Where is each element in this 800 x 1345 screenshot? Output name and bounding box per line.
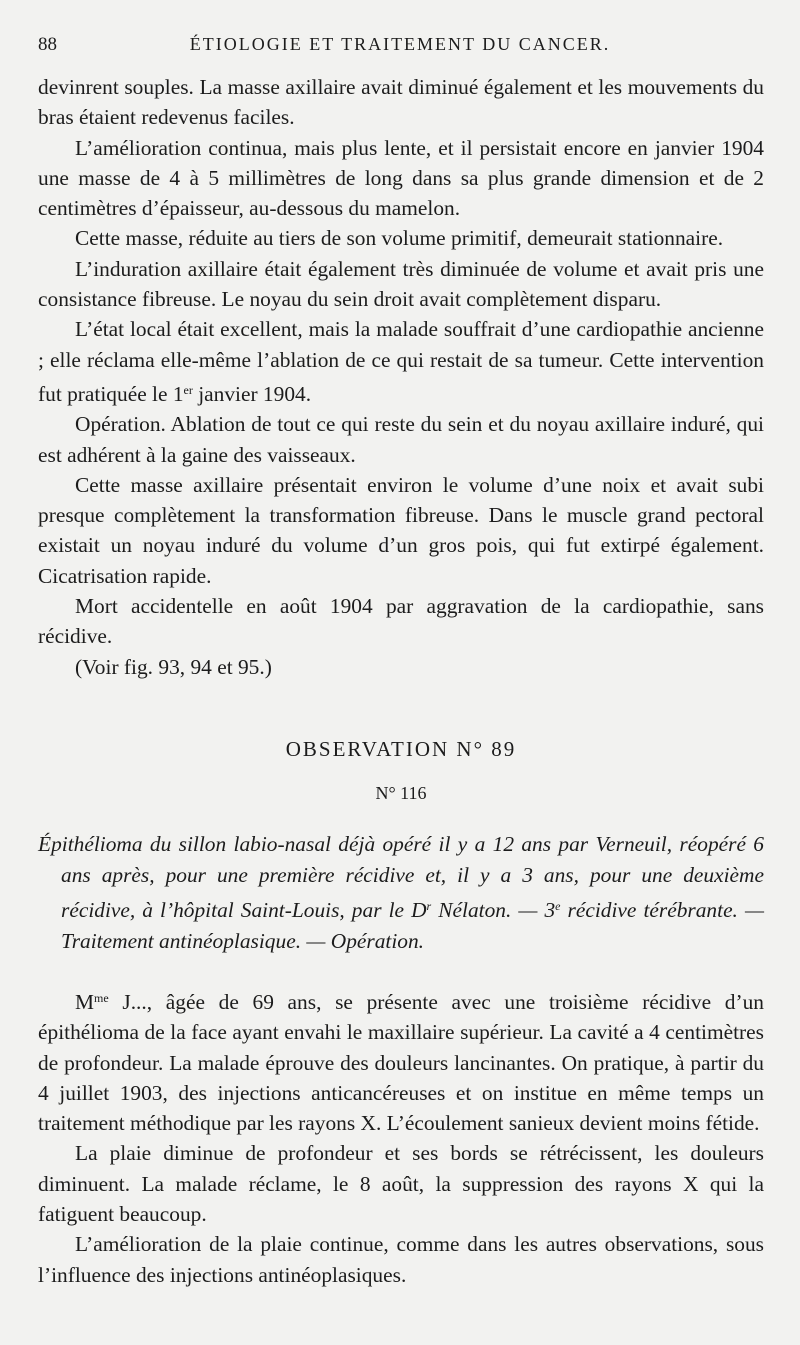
paragraph: (Voir fig. 93, 94 et 95.) [75, 654, 272, 679]
paragraph-text: Cette intervention fut pratiquée le 1 [38, 347, 764, 406]
abstract-text: Épithélioma du sillon labio-nasal déjà opéré il y a 12 ans par Verneuil, réopéré 6 ans après, pour une première récidive et, il y a 3 ans, pour une deuxième récidive, à l’hôpital Saint-Louis, par le D [38, 831, 764, 922]
paragraph [38, 314, 764, 409]
observation-number: N° 116 [375, 782, 427, 803]
observation-abstract [38, 829, 764, 957]
paragraph: Cette masse axillaire présentait environ le volume d’une noix et avait subi presque complètement la transformation fibreuse. Dans le muscle grand pectoral existait un noyau induré du volume d’un gros pois, qui fut extirpé également. Cicatrisation rapide. [38, 472, 764, 588]
abstract-text: récidive térébrante. — Traitement antinéoplasique. — Opération. [61, 897, 764, 953]
paragraph: Cette masse, réduite au tiers de son volume primitif, demeurait stationnaire. [75, 226, 724, 251]
paragraph-text: J..., âgée de 69 ans, se présente avec une troisième récidive d’un épithélioma de la face ayant envahi le maxillaire supérieur. La cavité a 4 centimètres de profondeur. La malade éprouve des douleurs lancinantes. On pratique, à partir du 4 juillet 1903, des injections anticancéreuses et on institue en même temps un traitement méthodique par les rayons X. L’écoulement sanieux devient moins fétide. [38, 989, 764, 1136]
superscript: me [94, 990, 109, 1005]
paragraph: Mort accidentelle en août 1904 par aggravation de la cardiopathie, sans récidive. [38, 594, 764, 649]
paragraph: Opération. Ablation de tout ce qui reste du sein et du noyau axillaire induré, qui est adhérent à la gaine des vaisseaux. [38, 412, 764, 467]
paragraph: devinrent souples. La masse axillaire avait diminué également et les mouvements du bras étaient redevenus faciles. [38, 75, 764, 130]
honorific: M [75, 989, 95, 1014]
paragraph [38, 983, 764, 1138]
superscript: r [426, 898, 432, 913]
paragraph: L’induration axillaire était également très diminuée de volume et avait pris une consistance fibreuse. Le noyau du sein droit avait complètement disparu. [38, 256, 764, 312]
superscript: e [555, 898, 561, 913]
page-header [38, 30, 762, 60]
paragraph: L’amélioration continua, mais plus lente, et il persistait encore en janvier 1904 une masse de 4 à 5 millimètres de long dans sa plus grande dimension et de 2 centimètres d’épaisseur, au-dessous du mamelon. [38, 135, 764, 221]
running-title: ÉTIOLOGIE ET TRAITEMENT DU CANCER. [189, 34, 611, 54]
superscript: er [183, 382, 193, 397]
paragraph: L’amélioration de la plaie continue, comme dans les autres observations, sous l’influence des injections antinéoplasiques. [38, 1232, 764, 1287]
abstract-text: Nélaton. — 3 [431, 897, 556, 922]
paragraph: La plaie diminue de profondeur et ses bords se rétrécissent, les douleurs diminuent. La malade réclame, le 8 août, la suppression des rayons X qui la fatiguent beaucoup. [38, 1141, 764, 1227]
paragraph-text: janvier 1904. [192, 381, 312, 406]
page-number: 88 [38, 34, 57, 55]
observation-title: OBSERVATION N° 89 [285, 736, 517, 761]
spacer [38, 957, 764, 983]
paragraph-text: L’état local était excellent, mais la malade souffrait d’une cardiopathie ancienne ; elle réclama elle-même l’ablation de ce qui restait de sa tumeur. [38, 317, 764, 372]
body-text [38, 72, 764, 1290]
